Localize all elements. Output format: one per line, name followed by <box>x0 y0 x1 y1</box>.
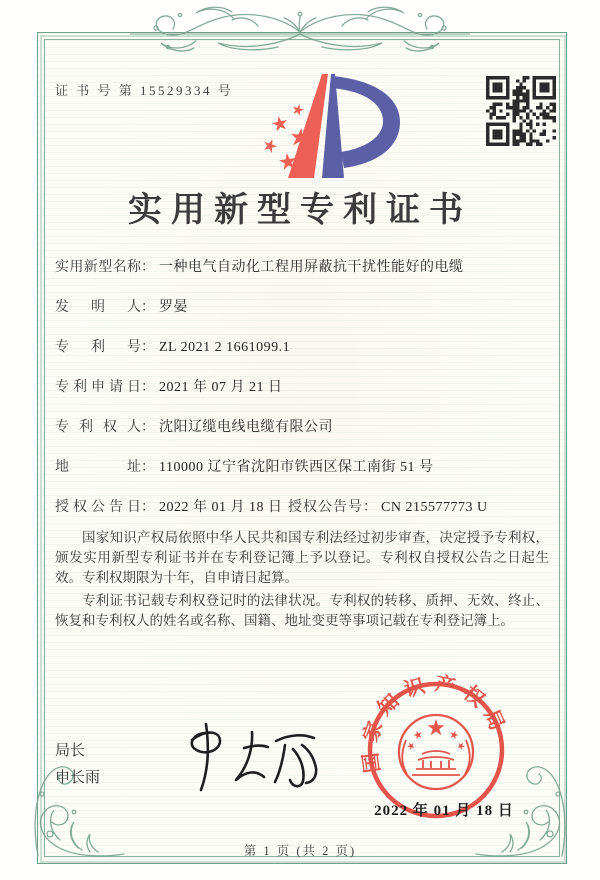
field-row-name <box>55 256 549 296</box>
legal-paragraph-1: 国家知识产权局依照中华人民共和国专利法经过初步审查，决定授予专利权，颁发实用新型专利证书并在专利登记簿上予以登记。专利权自授权公告之日起生效。专利权期限为十年，自申请日起算。 <box>55 530 549 585</box>
field-colon: ： <box>141 500 155 515</box>
commissioner-block <box>55 738 100 792</box>
field-value: 2021 年 07 月 21 日 <box>159 380 283 395</box>
cnipa-logo <box>242 70 412 182</box>
field-value: 2022 年 01 月 18 日 <box>159 500 283 515</box>
field-row-patent-number <box>55 336 549 376</box>
qr-code <box>486 76 556 146</box>
field-label: 发明人 <box>55 300 141 315</box>
field-colon: ： <box>141 460 155 475</box>
seal-date: 2022 年 01 月 18 日 <box>374 803 514 819</box>
field-colon: ： <box>141 260 155 275</box>
field-list <box>55 256 549 536</box>
field-colon: ： <box>363 500 377 515</box>
commissioner-signature <box>158 720 328 800</box>
field-row-inventor <box>55 296 549 336</box>
field-value: 一种电气自动化工程用屏蔽抗干扰性能好的电缆 <box>159 260 464 275</box>
field-value: 沈阳辽缆电线电缆有限公司 <box>159 420 333 435</box>
commissioner-title: 局长 <box>55 743 86 759</box>
field-row-filing-date <box>55 376 549 416</box>
page-number: 第 1 页 (共 2 页) <box>243 844 357 858</box>
field-label: 专利权人 <box>55 420 141 435</box>
national-emblem <box>399 715 473 789</box>
commissioner-name: 申长雨 <box>55 770 101 786</box>
field-label: 实用新型名称 <box>55 260 141 275</box>
field-colon: ： <box>141 300 155 315</box>
grant-number-pair <box>288 496 488 516</box>
field-value: 罗晏 <box>159 300 188 315</box>
field-value: ZL 2021 2 1661099.1 <box>159 340 291 355</box>
field-colon: ： <box>141 420 155 435</box>
field-label: 授权公告日 <box>55 500 141 515</box>
seal-text: 国家知识产权局 <box>358 672 512 774</box>
certificate-title: 实用新型专利证书 <box>128 192 472 229</box>
field-value: 110000 辽宁省沈阳市铁西区保工南街 51 号 <box>159 460 434 475</box>
field-label: 专利申请日 <box>55 380 141 395</box>
field-label: 地址 <box>55 460 141 475</box>
field-value: CN 215577773 U <box>381 500 488 515</box>
field-colon: ： <box>141 380 155 395</box>
field-row-patentee <box>55 416 549 456</box>
field-label: 专利号 <box>55 340 141 355</box>
field-row-address <box>55 456 549 496</box>
certificate-number: 证 书 号 第 15529334 号 <box>55 83 234 98</box>
field-label: 授权公告号 <box>288 500 363 515</box>
legal-text <box>55 528 549 634</box>
field-colon: ： <box>141 340 155 355</box>
legal-paragraph-2: 专利证书记载专利权登记时的法律状况。专利权的转移、质押、无效、终止、恢复和专利权人的姓名或名称、国籍、地址变更等事项记载在专利登记簿上。 <box>55 593 549 628</box>
